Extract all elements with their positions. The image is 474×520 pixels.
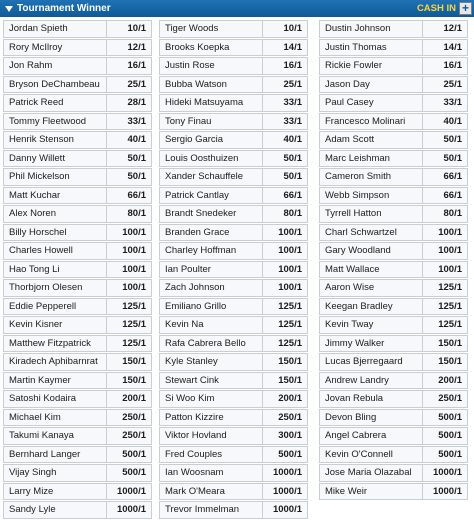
odds-button[interactable]: 1000/1: [422, 464, 468, 482]
selection-name: Adam Scott: [319, 131, 423, 149]
selection-name: Kevin Na: [159, 316, 263, 334]
odds-button[interactable]: 66/1: [422, 168, 468, 186]
selection-name: Xander Schauffele: [159, 168, 263, 186]
selection-name: Rickie Fowler: [319, 57, 423, 75]
selection-name: Matthew Fitzpatrick: [3, 335, 107, 353]
odds-button[interactable]: 50/1: [106, 150, 152, 168]
odds-button[interactable]: 100/1: [422, 261, 468, 279]
selection-name: Francesco Molinari: [319, 113, 423, 131]
selection-name: Andrew Landry: [319, 372, 423, 390]
selection-name: Jimmy Walker: [319, 335, 423, 353]
odds-button[interactable]: 500/1: [422, 409, 468, 427]
odds-button[interactable]: 66/1: [106, 187, 152, 205]
selection-name: Takumi Kanaya: [3, 427, 107, 445]
odds-button[interactable]: 50/1: [262, 168, 308, 186]
odds-button[interactable]: 16/1: [422, 57, 468, 75]
selection-name: Hideki Matsuyama: [159, 94, 263, 112]
odds-button[interactable]: 16/1: [262, 57, 308, 75]
selection-name: Si Woo Kim: [159, 390, 263, 408]
selection-name: Satoshi Kodaira: [3, 390, 107, 408]
selection-name: Ian Poulter: [159, 261, 263, 279]
selection-name: Kiradech Aphibarnrat: [3, 353, 107, 371]
selection-name: Tiger Woods: [159, 20, 263, 38]
selection-name: Rory McIlroy: [3, 39, 107, 57]
selection-name: Charles Howell: [3, 242, 107, 260]
odds-button[interactable]: 250/1: [422, 390, 468, 408]
odds-button[interactable]: 14/1: [262, 39, 308, 57]
selection-name: Phil Mickelson: [3, 168, 107, 186]
selection-name: Mike Weir: [319, 483, 423, 501]
odds-button[interactable]: 40/1: [106, 131, 152, 149]
odds-button[interactable]: 1000/1: [262, 501, 308, 519]
odds-button[interactable]: 150/1: [422, 335, 468, 353]
selection-name: Alex Noren: [3, 205, 107, 223]
odds-button[interactable]: 100/1: [106, 224, 152, 242]
odds-button[interactable]: 250/1: [106, 409, 152, 427]
odds-button[interactable]: 500/1: [422, 427, 468, 445]
selection-name: Emiliano Grillo: [159, 298, 263, 316]
odds-button[interactable]: 1000/1: [262, 464, 308, 482]
odds-button[interactable]: 50/1: [422, 150, 468, 168]
selection-name: Angel Cabrera: [319, 427, 423, 445]
selection-name: Patrick Reed: [3, 94, 107, 112]
market-header[interactable]: [0, 0, 474, 17]
selection-name: Vijay Singh: [3, 464, 107, 482]
odds-button[interactable]: 150/1: [106, 372, 152, 390]
odds-button[interactable]: 66/1: [422, 187, 468, 205]
odds-button[interactable]: 125/1: [106, 335, 152, 353]
selection-name: Hao Tong Li: [3, 261, 107, 279]
selection-name: Jovan Rebula: [319, 390, 423, 408]
selection-name: Jason Day: [319, 76, 423, 94]
selection-name: Jose Maria Olazabal: [319, 464, 423, 482]
selection-name: Kevin Tway: [319, 316, 423, 334]
odds-button[interactable]: 33/1: [106, 113, 152, 131]
selection-name: Bryson DeChambeau: [3, 76, 107, 94]
selection-name: Marc Leishman: [319, 150, 423, 168]
selection-name: Zach Johnson: [159, 279, 263, 297]
selection-name: Aaron Wise: [319, 279, 423, 297]
odds-button[interactable]: 125/1: [106, 298, 152, 316]
odds-button[interactable]: 125/1: [262, 335, 308, 353]
odds-button[interactable]: 300/1: [262, 427, 308, 445]
selection-name: Tony Finau: [159, 113, 263, 131]
odds-button[interactable]: 80/1: [106, 205, 152, 223]
odds-button[interactable]: 100/1: [262, 224, 308, 242]
selection-name: Branden Grace: [159, 224, 263, 242]
odds-button[interactable]: 500/1: [262, 446, 308, 464]
odds-button[interactable]: 10/1: [106, 20, 152, 38]
selection-name: Fred Couples: [159, 446, 263, 464]
odds-button[interactable]: 12/1: [422, 20, 468, 38]
odds-button[interactable]: 25/1: [106, 76, 152, 94]
odds-button[interactable]: 50/1: [422, 131, 468, 149]
selection-name: Henrik Stenson: [3, 131, 107, 149]
selection-name: Patton Kizzire: [159, 409, 263, 427]
selection-name: Sandy Lyle: [3, 501, 107, 519]
odds-button[interactable]: 1000/1: [262, 483, 308, 501]
odds-button[interactable]: 1000/1: [106, 483, 152, 501]
selection-name: Rafa Cabrera Bello: [159, 335, 263, 353]
selection-name: Ian Woosnam: [159, 464, 263, 482]
plus-icon[interactable]: +: [459, 2, 472, 15]
odds-button[interactable]: 16/1: [106, 57, 152, 75]
cash-in-label: CASH IN: [416, 3, 456, 14]
odds-button[interactable]: 33/1: [422, 94, 468, 112]
selection-name: Bubba Watson: [159, 76, 263, 94]
odds-button[interactable]: 40/1: [422, 113, 468, 131]
odds-button[interactable]: 125/1: [262, 298, 308, 316]
selection-name: Kevin O'Connell: [319, 446, 423, 464]
odds-button[interactable]: 50/1: [106, 168, 152, 186]
odds-button[interactable]: 100/1: [422, 224, 468, 242]
selection-name: Cameron Smith: [319, 168, 423, 186]
odds-button[interactable]: 100/1: [106, 242, 152, 260]
selection-name: Jon Rahm: [3, 57, 107, 75]
selection-name: Lucas Bjerregaard: [319, 353, 423, 371]
odds-button[interactable]: 150/1: [106, 353, 152, 371]
selection-name: Larry Mize: [3, 483, 107, 501]
selection-name: Justin Thomas: [319, 39, 423, 57]
odds-button[interactable]: 500/1: [422, 446, 468, 464]
odds-button[interactable]: 100/1: [422, 242, 468, 260]
odds-button[interactable]: 250/1: [106, 427, 152, 445]
odds-button[interactable]: 33/1: [262, 113, 308, 131]
odds-button[interactable]: 500/1: [106, 464, 152, 482]
odds-button[interactable]: 10/1: [262, 20, 308, 38]
odds-button[interactable]: 100/1: [106, 261, 152, 279]
selection-name: Trevor Immelman: [159, 501, 263, 519]
selection-name: Kevin Kisner: [3, 316, 107, 334]
odds-button[interactable]: 125/1: [422, 316, 468, 334]
odds-button[interactable]: 125/1: [106, 316, 152, 334]
selection-name: Michael Kim: [3, 409, 107, 427]
odds-button[interactable]: 40/1: [262, 131, 308, 149]
odds-button[interactable]: 100/1: [262, 261, 308, 279]
odds-button[interactable]: 150/1: [262, 353, 308, 371]
selection-name: Charl Schwartzel: [319, 224, 423, 242]
selection-name: Tommy Fleetwood: [3, 113, 107, 131]
odds-button[interactable]: 200/1: [422, 372, 468, 390]
odds-button[interactable]: 66/1: [262, 187, 308, 205]
selection-name: Billy Horschel: [3, 224, 107, 242]
odds-button[interactable]: 250/1: [262, 409, 308, 427]
selection-name: Paul Casey: [319, 94, 423, 112]
selection-name: Mark O'Meara: [159, 483, 263, 501]
selection-name: Tyrrell Hatton: [319, 205, 423, 223]
selection-name: Matt Kuchar: [3, 187, 107, 205]
odds-button[interactable]: 200/1: [262, 390, 308, 408]
odds-button[interactable]: 500/1: [106, 446, 152, 464]
chevron-down-icon[interactable]: [5, 6, 13, 12]
odds-button[interactable]: 25/1: [422, 76, 468, 94]
selection-name: Martin Kaymer: [3, 372, 107, 390]
odds-button[interactable]: 50/1: [262, 150, 308, 168]
odds-button[interactable]: 125/1: [262, 316, 308, 334]
odds-button[interactable]: 25/1: [262, 76, 308, 94]
selection-name: Louis Oosthuizen: [159, 150, 263, 168]
selection-name: Sergio Garcia: [159, 131, 263, 149]
selection-name: Patrick Cantlay: [159, 187, 263, 205]
selection-name: Webb Simpson: [319, 187, 423, 205]
odds-button[interactable]: 1000/1: [422, 483, 468, 501]
selection-name: Viktor Hovland: [159, 427, 263, 445]
odds-button[interactable]: 100/1: [106, 279, 152, 297]
selection-name: Brandt Snedeker: [159, 205, 263, 223]
market-title: Tournament Winner: [17, 3, 111, 14]
odds-button[interactable]: 150/1: [422, 353, 468, 371]
odds-button[interactable]: 80/1: [422, 205, 468, 223]
selection-name: Kyle Stanley: [159, 353, 263, 371]
selection-name: Danny Willett: [3, 150, 107, 168]
selection-name: Dustin Johnson: [319, 20, 423, 38]
cash-in-button[interactable]: [417, 2, 472, 15]
selection-name: Charley Hoffman: [159, 242, 263, 260]
odds-button[interactable]: 14/1: [422, 39, 468, 57]
selection-name: Devon Bling: [319, 409, 423, 427]
odds-button[interactable]: 125/1: [422, 298, 468, 316]
odds-button[interactable]: 1000/1: [106, 501, 152, 519]
selection-name: Bernhard Langer: [3, 446, 107, 464]
odds-button[interactable]: 28/1: [106, 94, 152, 112]
odds-button[interactable]: 150/1: [262, 372, 308, 390]
selection-name: Matt Wallace: [319, 261, 423, 279]
odds-button[interactable]: 100/1: [262, 242, 308, 260]
odds-button[interactable]: 100/1: [262, 279, 308, 297]
selection-name: Brooks Koepka: [159, 39, 263, 57]
selection-name: Stewart Cink: [159, 372, 263, 390]
selection-name: Keegan Bradley: [319, 298, 423, 316]
odds-button[interactable]: 33/1: [262, 94, 308, 112]
odds-button[interactable]: 200/1: [106, 390, 152, 408]
selection-name: Jordan Spieth: [3, 20, 107, 38]
selection-name: Eddie Pepperell: [3, 298, 107, 316]
selection-name: Thorbjorn Olesen: [3, 279, 107, 297]
odds-button[interactable]: 125/1: [422, 279, 468, 297]
selection-name: Gary Woodland: [319, 242, 423, 260]
odds-button[interactable]: 12/1: [106, 39, 152, 57]
selection-name: Justin Rose: [159, 57, 263, 75]
odds-button[interactable]: 80/1: [262, 205, 308, 223]
